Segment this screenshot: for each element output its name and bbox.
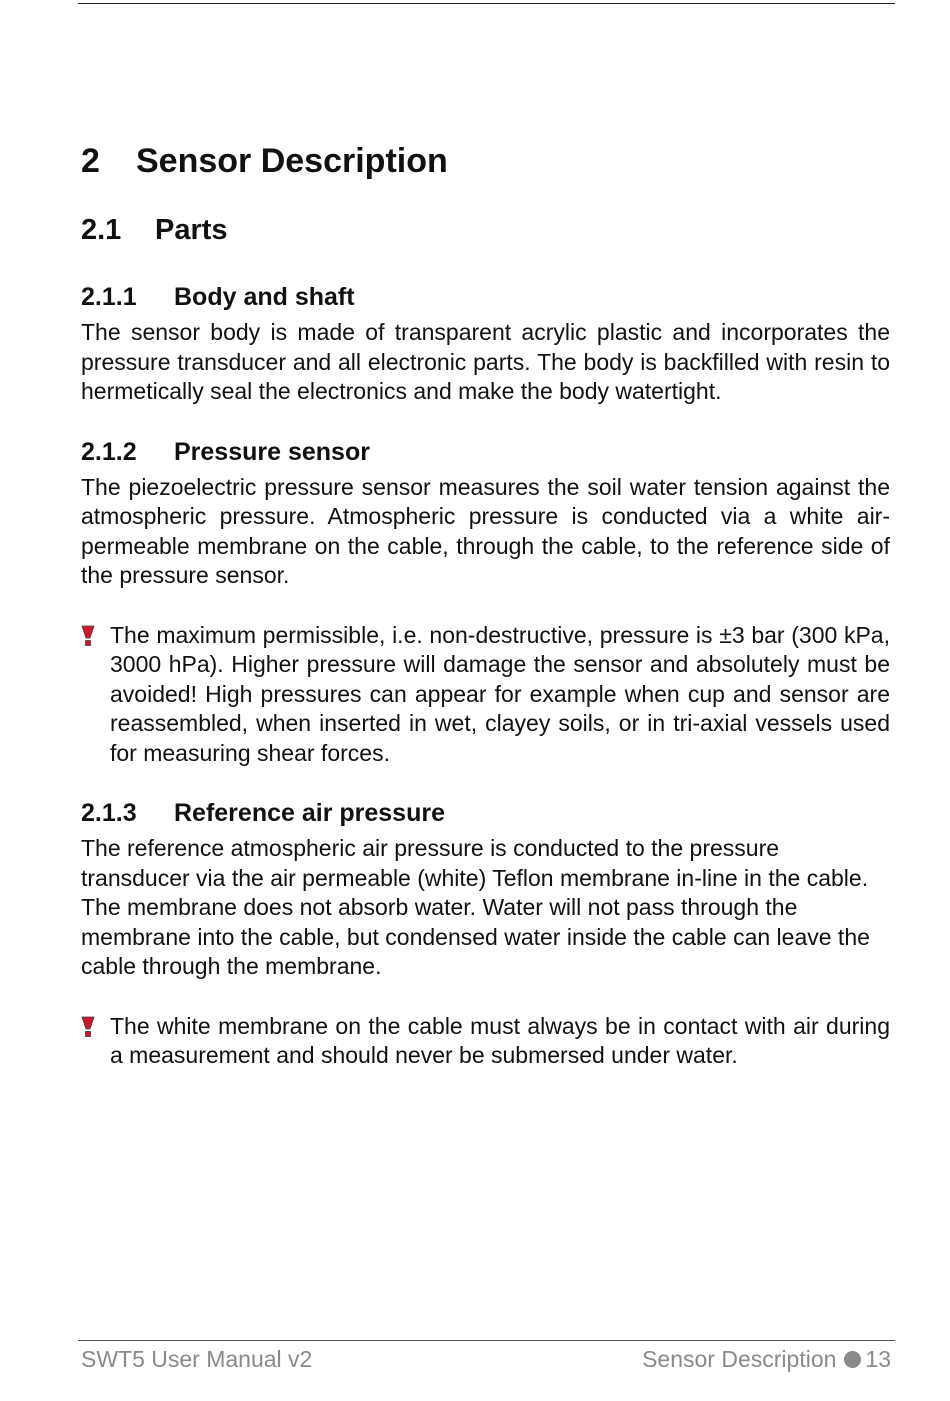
warning-icon: [81, 1016, 95, 1038]
subsection-heading-body-and-shaft: [81, 282, 890, 312]
header-rule: [78, 3, 895, 4]
footer-document-title: SWT5 User Manual v2: [81, 1346, 313, 1372]
warning-text: The maximum permissible, i.e. non-destructive, pressure is ±3 bar (300 kPa, 3000 hPa). Higher pressure will damage the sensor and absolutely must be avoided! High pressures can appear for example when cup and sensor are reassembled, when inserted in wet, clayey soils, or in tri-axial vessels used for measuring shear forces.: [110, 621, 890, 766]
warning-icon: [81, 625, 95, 647]
subsection-heading-reference-air-pressure: [81, 798, 890, 828]
warning-note-max-pressure: [81, 621, 890, 769]
chapter-title: Sensor Description: [136, 142, 448, 180]
subsection-heading-pressure-sensor: [81, 437, 890, 467]
subsection-title: Reference air pressure: [174, 799, 445, 827]
paragraph-body-and-shaft: The sensor body is made of transparent acrylic plastic and incorporates the pressure transducer and all electronic parts. The body is backfilled with resin to hermetically seal the electronics and make the body watertight.: [81, 319, 890, 404]
section-number: 2.1: [81, 214, 122, 246]
page-number: 13: [865, 1346, 891, 1372]
subsection-number: 2.1.1: [81, 283, 137, 311]
subsection-number: 2.1.2: [81, 437, 137, 466]
section-title: Parts: [155, 214, 228, 246]
footer-section-name: Sensor Description: [642, 1346, 837, 1372]
footer-rule: [78, 1340, 895, 1341]
footer-section-page: [642, 1344, 891, 1374]
warning-note-membrane: [81, 1012, 890, 1071]
chapter-number: 2: [81, 142, 100, 180]
page-content: [81, 140, 890, 1071]
warning-text: The white membrane on the cable must always be in contact with air during a measurement and should never be submersed under water.: [110, 1012, 890, 1068]
paragraph-pressure-sensor: The piezoelectric pressure sensor measures the soil water tension against the atmospheric pressure. Atmospheric pressure is conducted via a white air-permeable membrane on the cable, through the cable, to the reference side of the pressure sensor.: [81, 473, 890, 588]
subsection-number: 2.1.3: [81, 799, 137, 827]
chapter-heading: [81, 140, 890, 182]
bullet-dot-icon: [844, 1351, 861, 1368]
paragraph-reference-air-pressure: The reference atmospheric air pressure is conducted to the pressure transducer via the air permeable (white) Teflon membrane in-line in the cable. The membrane does not absorb water. Water will not pass through the membrane into the cable, but condensed water inside the cable can leave the cable through the membrane.: [81, 835, 870, 979]
section-heading: [81, 212, 890, 248]
subsection-title: Pressure sensor: [174, 437, 370, 466]
subsection-title: Body and shaft: [174, 283, 355, 311]
